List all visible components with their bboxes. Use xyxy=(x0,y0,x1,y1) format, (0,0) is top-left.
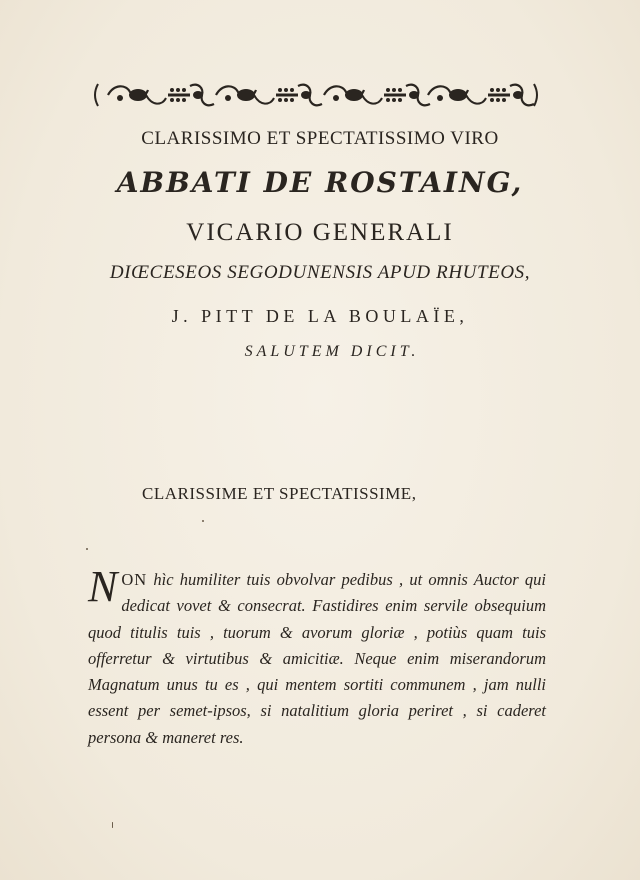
dedication-name-line: ABBATI DE ROSTAING, xyxy=(116,166,524,199)
paper-speck xyxy=(202,520,204,522)
first-word-rest: ON xyxy=(121,570,148,589)
dedication-line-4: DIŒCESEOS SEGODUNENSIS APUD RHUTEOS, xyxy=(109,262,531,283)
dedication-line-1: CLARISSIMO ET SPECTATISSIMO VIRO xyxy=(141,128,499,149)
paper-speck xyxy=(112,822,113,828)
letter-text: hìc humiliter tuis obvolvar pedibus , ut omnis Auctor qui dedicat vovet & consecrat. Fastidires enim servile obsequium quod titulis tuis , tuorum & avorum gloriæ , potiùs quam tuis offerretur & virtutibus & amicitiæ. Neque enim miserandorum Magnatum unus tu es , qui mentem sortiti communem , jam nulli essent per semet-ipsos, si natalitium gloria periret , si caderet persona & maneret res. xyxy=(88,570,546,747)
salutation: CLARISSIME ET SPECTATISSIME, xyxy=(142,484,417,503)
letter-body xyxy=(88,562,546,751)
fleuron-ornament-band xyxy=(90,78,542,112)
drop-cap: N xyxy=(88,562,118,611)
paper-speck xyxy=(86,548,88,550)
dedication-line-3: VICARIO GENERALI xyxy=(186,219,454,246)
author-line: J. PITT DE LA BOULAÏE, xyxy=(171,306,469,326)
salutem-dicit-line: SALUTEM DICIT. xyxy=(244,343,420,360)
